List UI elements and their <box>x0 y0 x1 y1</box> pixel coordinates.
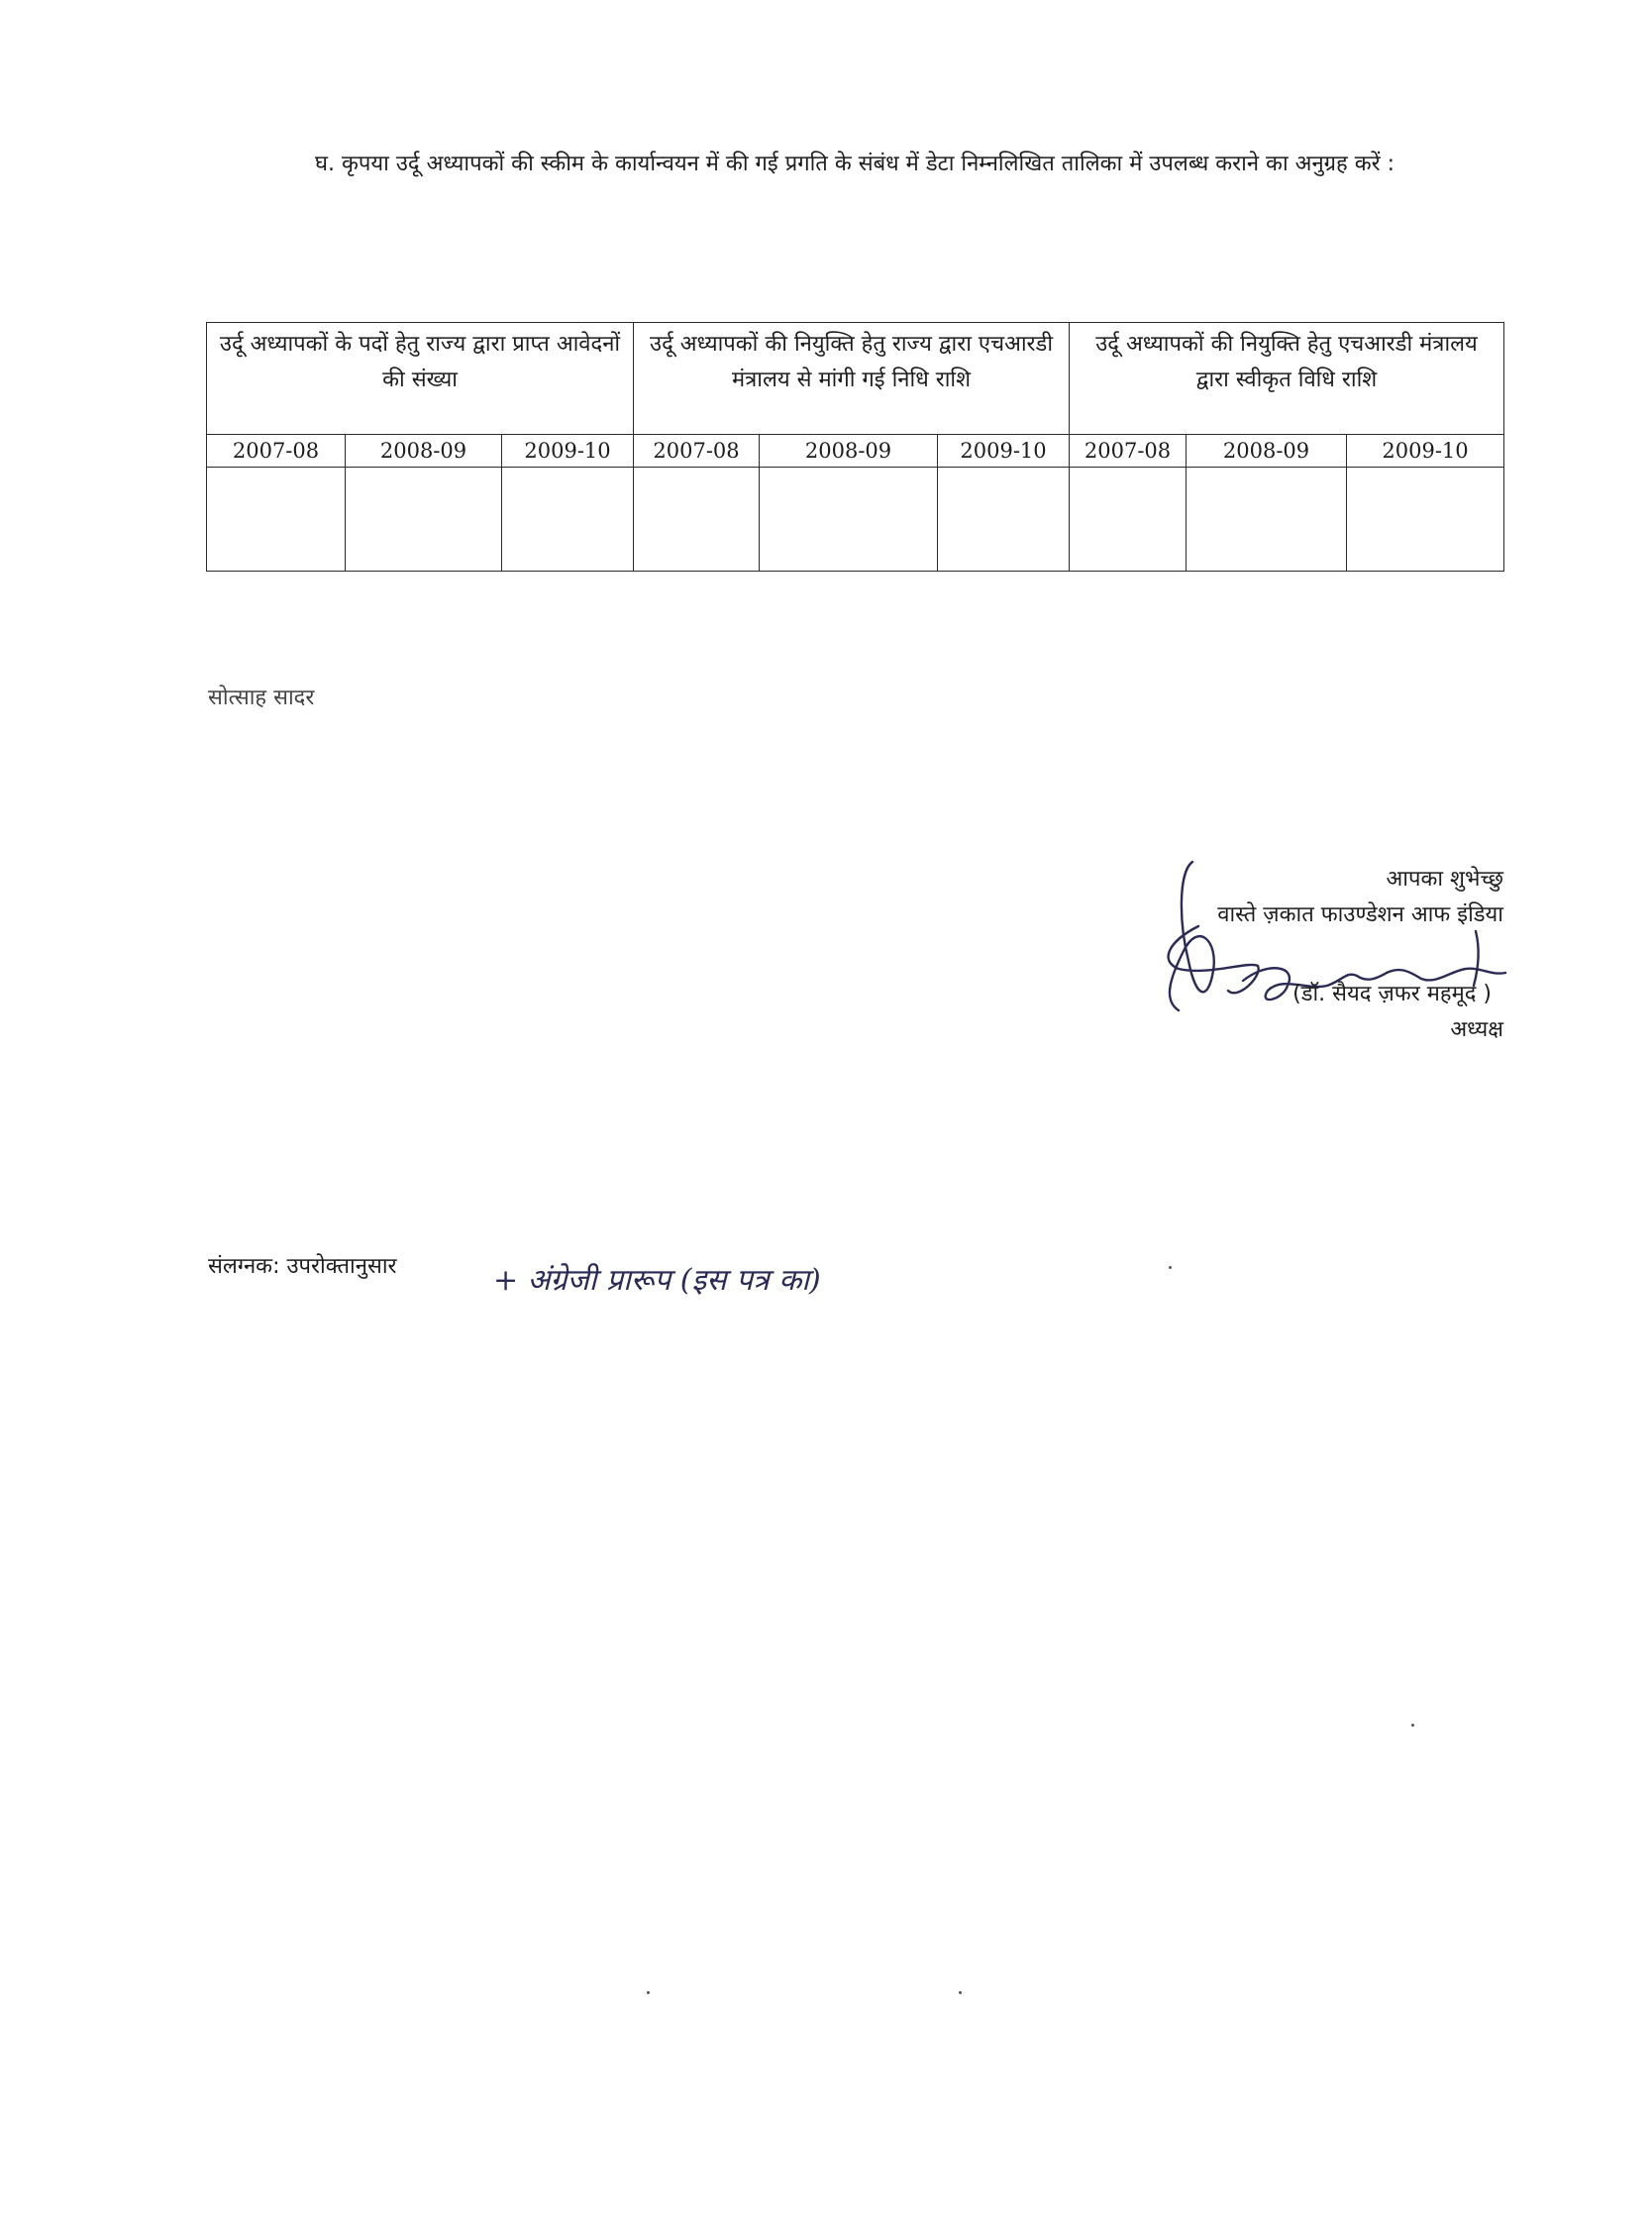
year-header: 2009-10 <box>502 435 634 468</box>
table-cell <box>207 468 346 572</box>
regards-line: आपका शुभेच्छु <box>1386 867 1503 892</box>
closing-salutation: सोत्साह सादर <box>208 686 315 710</box>
request-paragraph: घ. कृपया उर्दू अध्यापकों की स्कीम के कार्यान्वयन में की गई प्रगति के संबंध में डेटा निम्नलिखित तालिका में उपलब्ध कराने का अनुग्रह करें : <box>315 152 1395 176</box>
table-cell <box>346 468 502 572</box>
organization-line: वास्ते ज़कात फाउण्डेशन आफ इंडिया <box>1217 902 1503 927</box>
signatory-title: अध्यक्ष <box>1450 1017 1503 1042</box>
table-row <box>207 468 1504 572</box>
handwritten-enclosure-note <box>493 1250 1028 1310</box>
year-header: 2009-10 <box>1347 435 1504 468</box>
progress-data-table <box>206 322 1504 572</box>
table-cell <box>1070 468 1187 572</box>
year-header: 2009-10 <box>938 435 1070 468</box>
scan-speck <box>1411 1724 1414 1727</box>
year-header: 2007-08 <box>207 435 346 468</box>
group-header-funds-requested: उर्दू अध्यापकों की नियुक्ति हेतु राज्य द्वारा एचआरडी मंत्रालय से मांगी गई निधि राशि <box>634 323 1070 435</box>
enclosure-label: संलग्नक: उपरोक्तानुसार <box>208 1254 397 1279</box>
year-header: 2008-09 <box>760 435 938 468</box>
table-cell <box>634 468 760 572</box>
group-header-row <box>207 323 1504 435</box>
year-header: 2008-09 <box>346 435 502 468</box>
table-cell <box>938 468 1070 572</box>
scan-speck <box>959 1991 962 1994</box>
signatory-name: (डॉ. सैयद ज़फर महमूद ) <box>1292 982 1492 1006</box>
table-cell <box>1187 468 1347 572</box>
table-cell <box>1347 468 1504 572</box>
year-header: 2007-08 <box>1070 435 1187 468</box>
handwritten-enclosure-text: + अंग्रेजी प्रारूप (इस पत्र का) <box>493 1263 821 1298</box>
year-header: 2008-09 <box>1187 435 1347 468</box>
table-cell <box>760 468 938 572</box>
group-header-funds-sanctioned: उर्दू अध्यापकों की नियुक्ति हेतु एचआरडी मंत्रालय द्वारा स्वीकृत विधि राशि <box>1070 323 1504 435</box>
year-header-row <box>207 435 1504 468</box>
scan-speck <box>1169 1266 1172 1269</box>
group-header-applications: उर्दू अध्यापकों के पदों हेतु राज्य द्वारा प्राप्त आवेदनों की संख्या <box>207 323 634 435</box>
table-cell <box>502 468 634 572</box>
scan-speck <box>647 1991 650 1994</box>
signature-block <box>990 862 1503 1048</box>
year-header: 2007-08 <box>634 435 760 468</box>
